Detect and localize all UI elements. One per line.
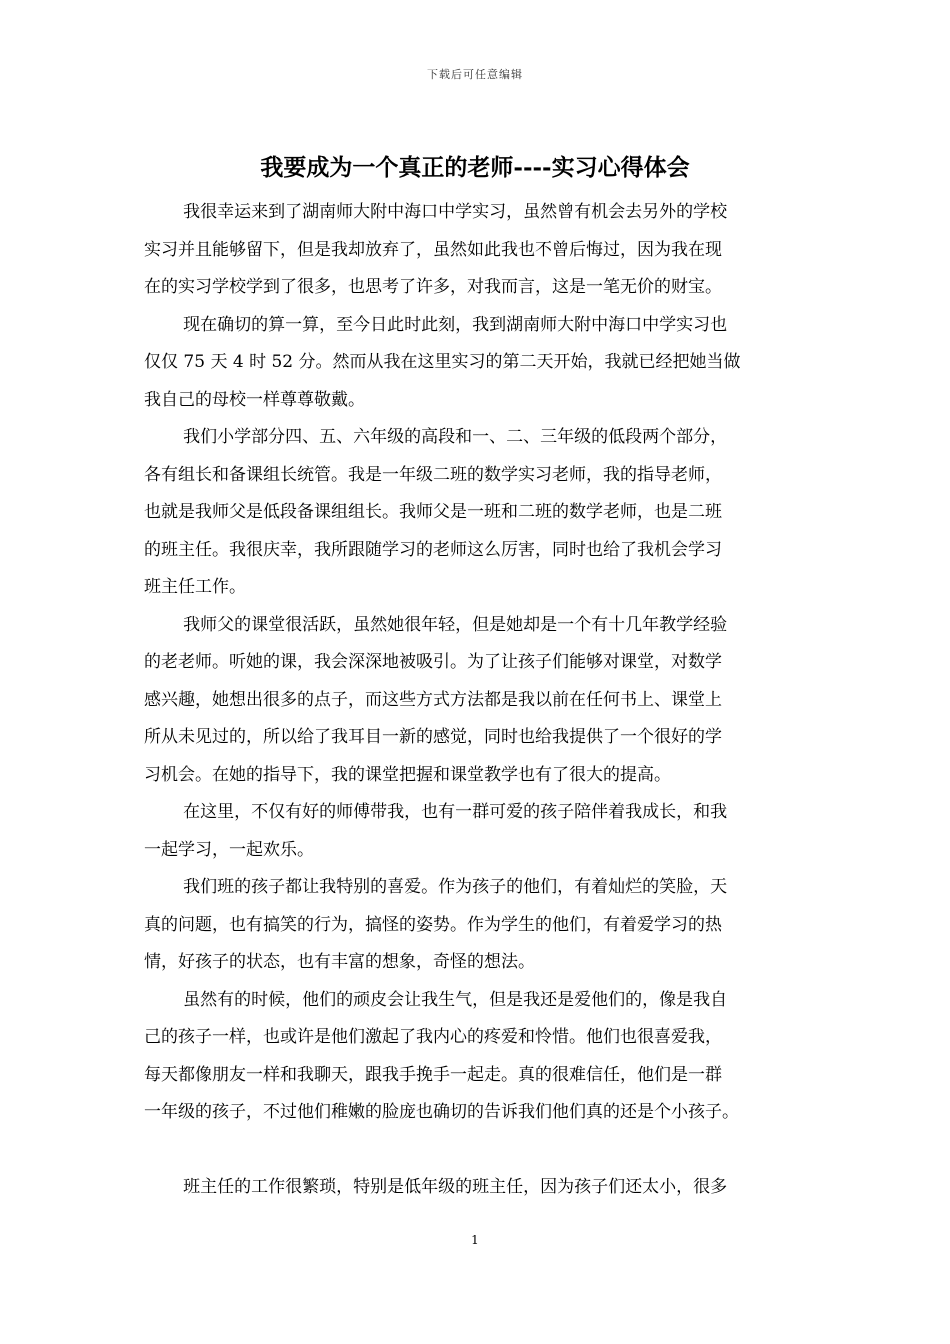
page-number: 1 xyxy=(471,1233,479,1247)
document-body xyxy=(144,194,809,1206)
paragraph-2: 现在确切的算一算，至今日此时此刻，我到湖南师大附中海口中学实习也 仅仅 75 天 4 时 52 分。然而从我在这里实习的第二天开始，我就已经把她当做 我自己的母校一样尊尊敬戴。 xyxy=(144,314,741,410)
paragraph-3: 我们小学部分四、五、六年级的高段和一、二、三年级的低段两个部分， 各有组长和备课组长统管。我是一年级二班的数学实习老师，我的指导老师， 也就是我师父是低段备课组组长。我师父是一班和二班的数学老师，也是二班 的班主任。我很庆幸，我所跟随学习的老师这么厉害，同时也给了我机会学习 班主任工作。 xyxy=(144,427,728,597)
paragraph-7: 虽然有的时候，他们的顽皮会让我生气，但是我还是爱他们的，像是我自 己的孩子一样，也或许是他们激起了我内心的疼爱和怜惜。他们也很喜爱我， 每天都像朋友一样和我聊天，跟我手挽手一起走。真的很难信任，他们是一群 一年级的孩子，不过他们稚嫩的脸庞也确切的告诉我们他们真的还是个小孩子。 xyxy=(144,989,739,1122)
paragraph-1: 我很幸运来到了湖南师大附中海口中学实习，虽然曾有机会去另外的学校 实习并且能够留下，但是我却放弃了，虽然如此我也不曾后悔过，因为我在现 在的实习学校学到了很多，也思考了许多，对我而言，这是一笔无价的财宝。 xyxy=(144,202,728,297)
paragraph-5: 在这里，不仅有好的师傅带我，也有一群可爱的孩子陪伴着我成长，和我 一起学习，一起欢乐。 xyxy=(144,802,728,860)
paragraph-6: 我们班的孩子都让我特别的喜爱。作为孩子的他们，有着灿烂的笑脸，天 真的问题，也有搞笑的行为，搞怪的姿势。作为学生的他们，有着爱学习的热 情，好孩子的状态，也有丰富的想象，奇怪的想法。 xyxy=(144,877,728,972)
paragraph-4: 我师父的课堂很活跃，虽然她很年轻，但是她却是一个有十几年教学经验 的老老师。听她的课，我会深深地被吸引。为了让孩子们能够对课堂，对数学 感兴趣，她想出很多的点子，而这些方式方法都是我以前在任何书上、课堂上 所从未见过的，所以给了我耳目一新的感觉，同时也给我提供了一个很好的学 习机会。在她的指导下，我的课堂把握和课堂教学也有了很大的提高。 xyxy=(144,614,728,785)
header-note: 下载后可任意编辑 xyxy=(427,68,523,81)
document-title: 我要成为一个真正的老师----实习心得体会 xyxy=(260,154,690,181)
paragraph-8: 班主任的工作很繁琐，特别是低年级的班主任，因为孩子们还太小，很多 xyxy=(183,1176,728,1197)
